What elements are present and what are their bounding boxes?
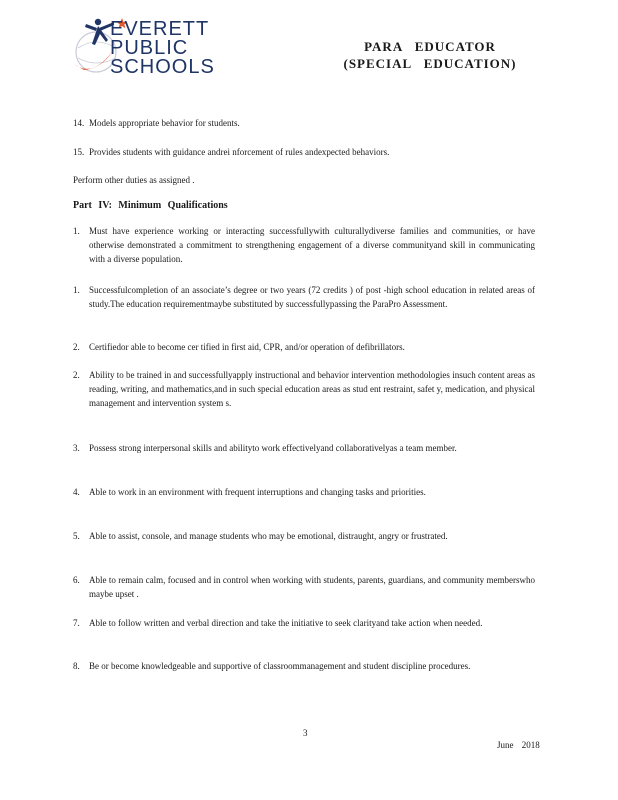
item-text: Successfulcompletion of an associate’s degree or two years (72 credits ) of post -high school education in related areas of study.The education requirementmaybe substituted by successfullypassing the ParaPro Assessment. bbox=[89, 285, 535, 309]
logo-wordmark bbox=[110, 20, 215, 77]
item-text: Be or become knowledgeable and supportive of classroommanagement and student discipline procedures. bbox=[89, 661, 471, 671]
item-text: Able to follow written and verbal direction and take the initiative to seek clarityand take action when needed. bbox=[89, 618, 483, 628]
section-heading: Part IV: Minimum Qualifications bbox=[73, 200, 228, 211]
logo-line-2: PUBLIC bbox=[110, 37, 189, 59]
item-text: Must have experience working or interacting successfullywith culturallydiverse families and communities, or have otherwise demonstrated a commitment to strengthening engagement of a diverse communityand skill in communicating with a diverse population. bbox=[89, 226, 535, 264]
everett-public-schools-logo bbox=[72, 12, 242, 78]
item-text: Ability to be trained in and successfullyapply instructional and behavior intervention methodologies insuch content areas as reading, writing, and mathematics,and in such special education areas as stud ent restraint, safet y, medication, and physical management and intervention system s. bbox=[89, 370, 535, 408]
footer-date: June 2018 bbox=[497, 740, 540, 750]
logo-line-3: SCHOOLS bbox=[110, 56, 215, 78]
item-number: 5. bbox=[73, 531, 80, 541]
item-text: Able to assist, console, and manage students who may be emotional, distraught, angry or frustrated. bbox=[89, 531, 448, 541]
item-number: 15. bbox=[73, 147, 85, 157]
item-text: Models appropriate behavior for students. bbox=[89, 118, 240, 128]
document-title bbox=[330, 38, 530, 72]
item-number: 4. bbox=[73, 487, 80, 497]
logo-line-1: EVERETT bbox=[110, 18, 210, 40]
item-number: 3. bbox=[73, 443, 80, 453]
item-number: 1. bbox=[73, 226, 80, 236]
item-number: 1. bbox=[73, 285, 80, 295]
item-number: 14. bbox=[73, 118, 85, 128]
item-text: Possess strong interpersonal skills and abilityto work effectivelyand collaborativelyas a team member. bbox=[89, 443, 457, 453]
item-number: 2. bbox=[73, 342, 80, 352]
item-text: Able to work in an environment with frequent interruptions and changing tasks and priorities. bbox=[89, 487, 426, 497]
item-number: 2. bbox=[73, 370, 80, 380]
page-number: 3 bbox=[303, 728, 308, 738]
title-line-2: (SPECIAL EDUCATION) bbox=[343, 56, 517, 71]
title-line-1: PARA EDUCATOR bbox=[364, 39, 496, 54]
item-text: Certifiedor able to become cer tified in first aid, CPR, and/or operation of defibrillators. bbox=[89, 342, 405, 352]
item-number: 6. bbox=[73, 575, 80, 585]
perform-duties-text: Perform other duties as assigned . bbox=[73, 175, 195, 185]
item-text: Able to remain calm, focused and in control when working with students, parents, guardians, and community memberswho maybe upset . bbox=[89, 575, 535, 599]
item-text: Provides students with guidance andrei nforcement of rules andexpected behaviors. bbox=[89, 147, 390, 157]
item-number: 7. bbox=[73, 618, 80, 628]
item-number: 8. bbox=[73, 661, 80, 671]
